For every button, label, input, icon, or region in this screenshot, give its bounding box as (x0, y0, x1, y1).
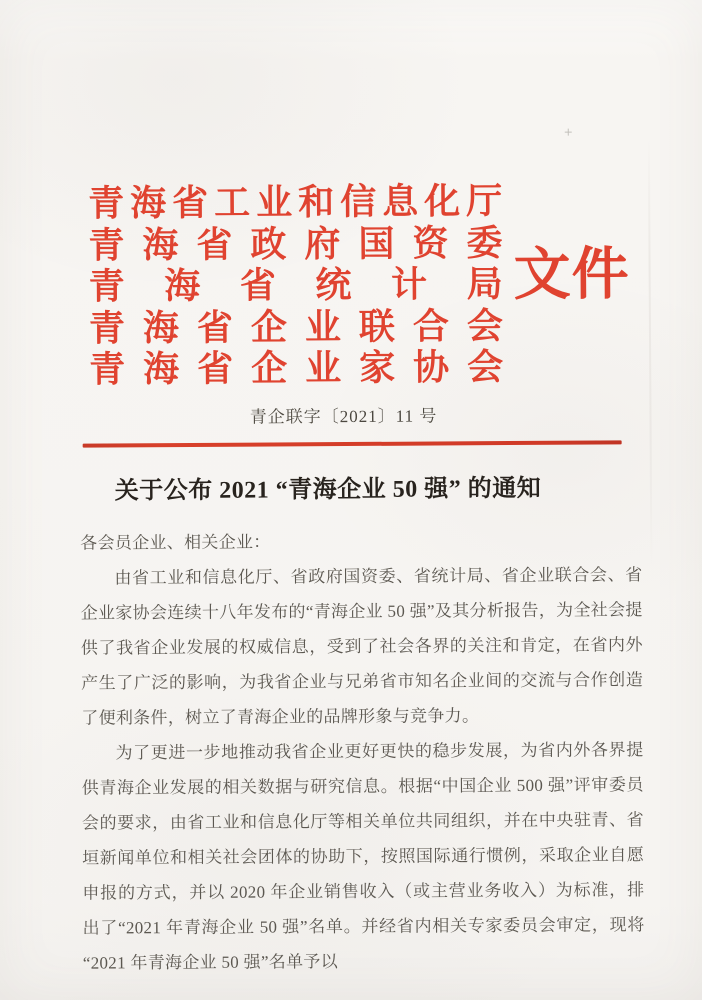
agency-name-sasac: 青海省政府国资委 (88, 222, 503, 266)
registration-cross-mark (565, 129, 572, 136)
document-title: 关于公布 2021 “青海企业 50 强” 的通知 (114, 475, 542, 505)
body-paragraph: 为了更进一步地推动我省企业更好更快的稳步发展，为省内外各界提供青海企业发展的相关数据与研究信息。根据“中国企业 500 强”评审委员会的要求，由省工业和信息化厅等相关单位共同组织，并在中央驻青、省垣新闻单位和相关社会团体的协助下，按照国际通行惯例，采取企业自愿申报的方式，并以 2020 年企业销售收入（或主营业务收入）为标准，排出了“2021 年青海企业 50 强”名单。并经省内相关专家委员会审定，现将“2021 年青海企业 50 强”名单予以 (81, 740, 645, 973)
document-body (80, 522, 645, 980)
agency-name-enterprise-confederation: 青海省企业联合会 (88, 305, 504, 349)
agency-name-statistics-bureau: 青海省统计局 (88, 264, 503, 307)
letterhead-agencies (88, 181, 503, 391)
document-type-label: 文件 (513, 243, 630, 308)
document-number: 青企联字〔2021〕11 号 (249, 406, 438, 427)
body-paragraph: 由省工业和信息化厅、省政府国资委、省统计局、省企业联合会、省企业家协会连续十八年发布的“青海企业 50 强”及其分析报告，为全社会提供了我省企业发展的权威信息，受到了社会各界的关注和肯定，在省内外产生了广泛的影响，为我省企业与兄弟省市知名企业间的交流与合作创造了便利条件，树立了青海企业的品牌形象与竞争力。 (80, 565, 644, 728)
agency-name-miit: 青海省工业和信息化厅 (88, 181, 503, 224)
paper-crease (648, 138, 653, 568)
salutation-line: 各会员企业、相关企业： (80, 532, 271, 553)
letterhead-divider-line (83, 440, 622, 447)
agency-name-entrepreneurs-association: 青海省企业家协会 (89, 347, 504, 390)
